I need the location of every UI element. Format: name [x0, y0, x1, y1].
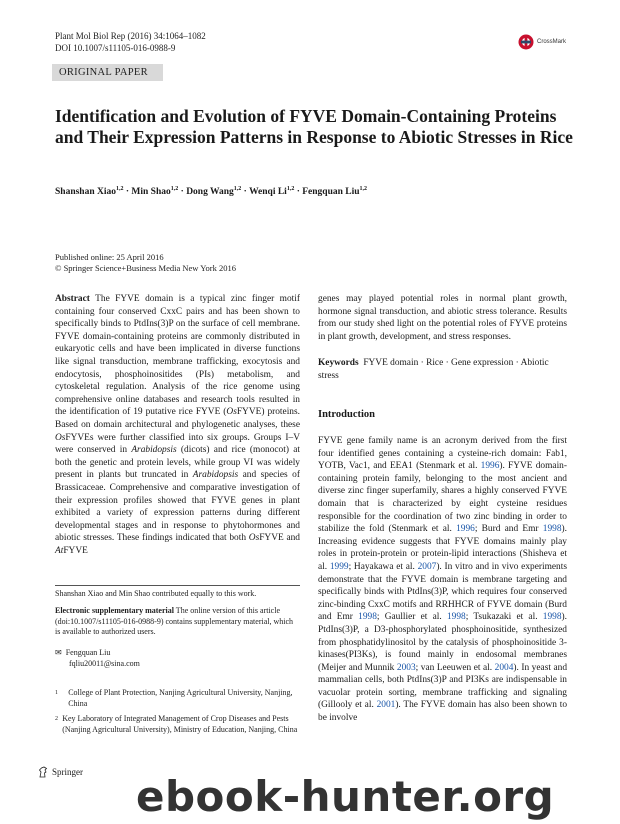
abstract-text: The FYVE domain is a typical zinc finger motif containing four conserved CxxC pairs and has been shown to specifically binds to PtdIns(3)P on the surface of cell membrane. FYVE domain-containing proteins are commonly distributed in eukaryotic cells and have been implicated in diverse functions like signal transduction, membrane trafficking, exocytosis and endocytosis, phosphoinositides (PIs) metabolism, and cytoskeletal regulation. Analysis of the rice genome using comprehensive online databases and research tools resulted in the identification of 19 putative rice FYVE ( [55, 294, 300, 418]
article-type-tag: ORIGINAL PAPER [52, 64, 163, 81]
affiliation-2 [55, 714, 300, 735]
author-affiliation: 1,2 [286, 186, 295, 192]
contact-email[interactable]: fqliu20011@sina.com [69, 658, 140, 668]
species-abbrev: Os [248, 533, 260, 544]
contact-name: Fengquan Liu [65, 648, 111, 657]
author-separator: · [243, 187, 247, 198]
crossmark-label: CrossMark [537, 39, 567, 45]
author-separator: · [180, 187, 184, 198]
author-name[interactable]: Dong Wang [186, 187, 234, 198]
citation-link[interactable]: 1996 [456, 524, 475, 535]
author-name[interactable]: Min Shao [131, 187, 171, 198]
author-list [55, 186, 367, 197]
supplementary-note [55, 606, 300, 638]
citation-link[interactable]: 1998 [542, 612, 562, 623]
abstract-text: genes may played potential roles in normal plant growth, hormone signal transduction, and abiotic stress tolerance. Results from our study shed light on the potential roles of FYVE proteins in plant growth, development, and stress responses. [318, 294, 567, 342]
citation-link[interactable]: 1999 [329, 561, 349, 572]
citation-link[interactable]: 2003 [396, 662, 416, 673]
publisher-name: Springer [52, 767, 83, 777]
doi-line: DOI 10.1007/s11105-016-0988-9 [55, 43, 176, 53]
keywords-text: FYVE domain · Rice · Gene expression · Abiotic stress [318, 358, 549, 381]
publication-meta [55, 252, 236, 274]
abstract-text: FYVE [63, 545, 88, 556]
species-abbrev: Os [55, 432, 66, 443]
crossmark-badge[interactable] [518, 34, 566, 50]
journal-citation [55, 30, 206, 54]
affiliation-1 [55, 688, 300, 709]
author-affiliation: 1,2 [116, 186, 124, 192]
abstract-text: FYVE and [259, 533, 300, 544]
abstract [55, 293, 300, 557]
affiliation-number: 2 [55, 716, 58, 722]
crossmark-icon [518, 34, 534, 50]
footnote-divider [55, 585, 300, 586]
affiliation-text: Key Laboratory of Integrated Management of Crop Diseases and Pests (Nanjing Agricultural University), Ministry of Education, Nanjing, China [62, 714, 298, 734]
keywords-label: Keywords [318, 358, 359, 368]
citation-link[interactable]: 1996 [480, 461, 500, 472]
species-name: Arabidopsis [131, 445, 177, 456]
section-heading-introduction: Introduction [318, 409, 375, 420]
copyright-line: © Springer Science+Business Media New York 2016 [55, 263, 236, 273]
introduction-text: FYVE gene family name is an acronym derived from the first four identified genes containing a cysteine-rich domain: Fab1, YOTB, Vac1, and EEA1 (Stenmark et al. 1996). FYVE domain-containing protein family, belonging to the most ancient and diverse zinc finger superfamily, shares a highly conserved FYVE domain that is characterized by eight cysteine residues responsible for the coordination of two zinc binding in order to stabilize the fold (Stenmark et al. 1996; Burd and Emr 1998). Increasing evidence suggests that FYVE domains mainly play roles in protein-protein or protein-lipid interactions (Shisheva et al. 1999; Hayakawa et al. 2007). In vitro and in vivo experiments demonstrate that the FYVE domain is membrane targeting and specifically binds with PtdIns(3)P, which requires four conserved zinc-binding CxxC motifs and RRHHCR of FYVE domain (Burd and Emr 1998; Gaullier et al. 1998; Tsukazaki et al. 1998). PtdIns(3)P, a D3-phosphorylated phosphoinositide, synthesized from phosphatidylinositol by the catalysis of phosphoinositide 3-kinases(PI3Ks), is found mainly in endosomal membranes (Meijer and Munnik 2003; van Leeuwen et al. 2004). In yeast and mammalian cells, both PtdIns(3)P and PI3Ks are indispensable in vacuolar protein sorting, membrane trafficking and signaling (Gillooly et al. 2001). The FYVE domain has also been shown to be involve [318, 436, 568, 724]
envelope-icon: ✉ [55, 648, 62, 657]
author-separator: · [125, 187, 130, 198]
citation-link[interactable]: 2007 [417, 561, 437, 572]
author-separator: · [296, 187, 300, 198]
article-title: Identification and Evolution of FYVE Domain-Containing Proteins and Their Expression Patterns in Response to Abiotic Stresses in Rice [55, 106, 573, 147]
species-abbrev: Os [226, 407, 237, 418]
abstract-text: (dicots) and rice (monocot) at both the genetic and protein levels, while group VI was widely present in plants but truncated in [55, 445, 300, 481]
abstract-text: and species of Brassicaceae. Comprehensive and comparative investigation of their expression profiles showed that FYVE genes in plant exhibited a variety of expression patterns during different developmental stages and in response to phytohormones and abiotic stresses. These findings indicated that both [55, 470, 300, 544]
equal-contribution-note: Shanshan Xiao and Min Shao contributed equally to this work. [55, 589, 257, 598]
corresponding-author [55, 648, 300, 669]
author-affiliation: 1,2 [359, 186, 368, 192]
abstract-label: Abstract [55, 294, 90, 304]
citation-link[interactable]: 2004 [494, 662, 514, 673]
abstract-text: FYVEs were further classified into six groups. Groups I–V were conserved in [55, 432, 300, 456]
watermark: ebook-hunter.org [136, 772, 555, 821]
affiliation-text: College of Plant Protection, Nanjing Agricultural University, Nanjing, China [68, 688, 293, 708]
citation-link[interactable]: 1998 [542, 524, 562, 535]
author-name[interactable]: Shanshan Xiao [55, 187, 116, 198]
author-name[interactable]: Wenqi Li [249, 187, 287, 198]
publisher-logo [38, 766, 83, 778]
citation-link[interactable]: 1998 [446, 612, 466, 623]
citation-link[interactable]: 2001 [376, 700, 396, 711]
esm-label: Electronic supplementary material [55, 606, 174, 615]
citation-link[interactable]: 1998 [358, 612, 377, 623]
species-abbrev: At [55, 545, 64, 556]
abstract-text: FYVE) proteins. Based on domain architectural and phylogenetic analyses, these [55, 407, 300, 430]
journal-line: Plant Mol Biol Rep (2016) 34:1064–1082 [55, 31, 206, 41]
springer-horse-icon [38, 766, 48, 778]
author-affiliation: 1,2 [233, 186, 242, 192]
abstract-continuation [318, 293, 567, 343]
species-name: Arabidopsis [192, 470, 239, 481]
published-date: Published online: 25 April 2016 [55, 252, 164, 262]
keywords [318, 357, 567, 382]
esm-text: The online version of this article (doi:10.1007/s11105-016-0988-9) contains supplementary material, which is available to authorized users. [55, 606, 294, 636]
author-affiliation: 1,2 [170, 186, 179, 192]
author-name[interactable]: Fengquan Liu [302, 187, 360, 198]
affiliation-number: 1 [55, 690, 58, 696]
